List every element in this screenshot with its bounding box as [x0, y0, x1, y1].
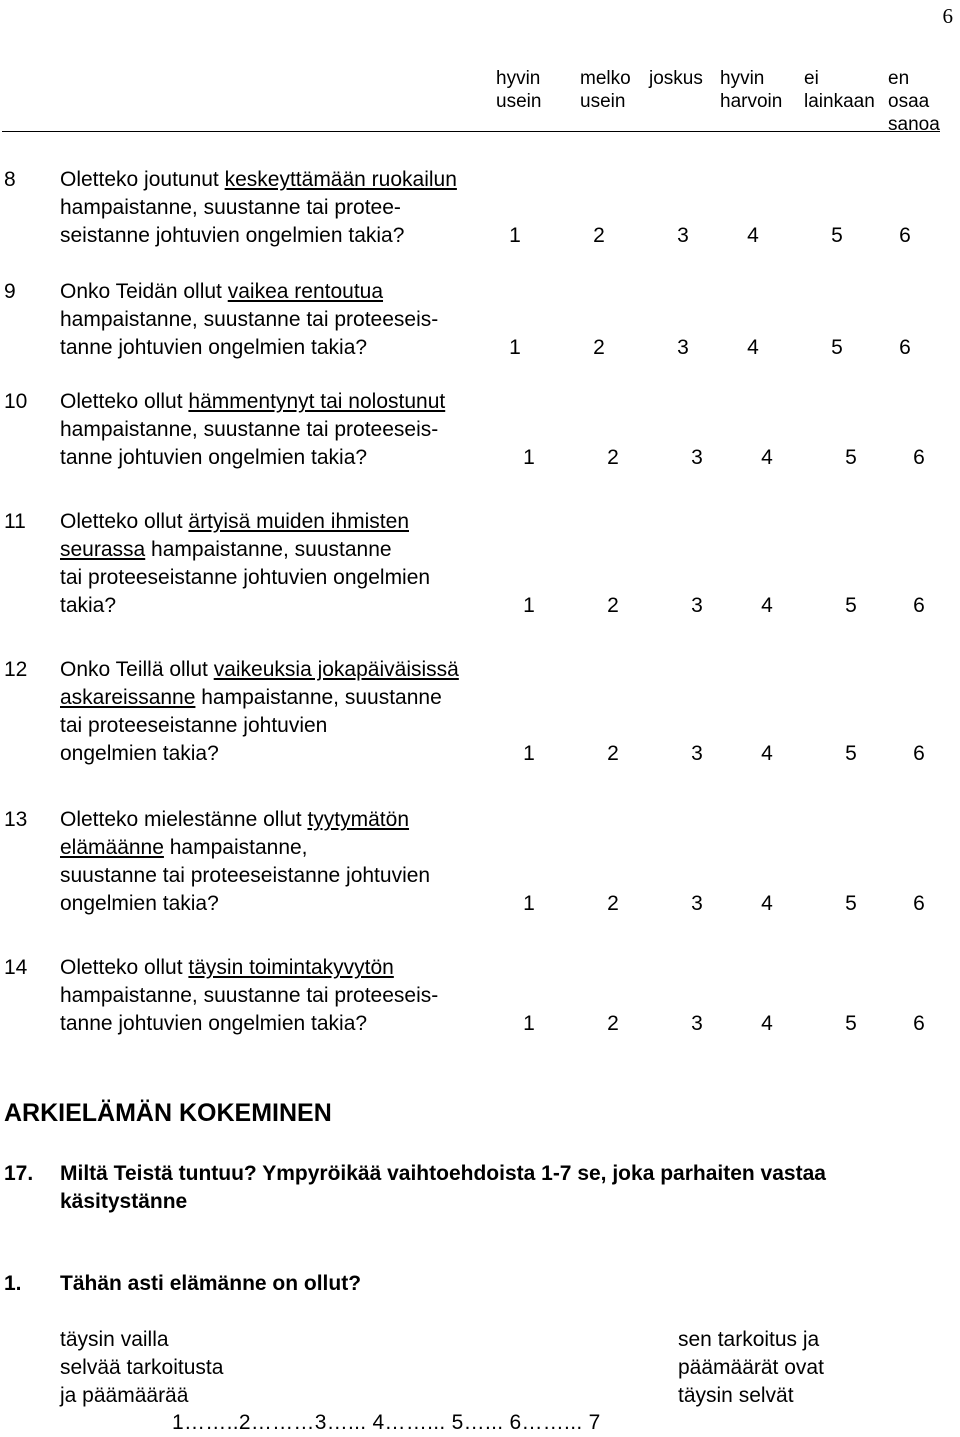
emphasized-phrase: tyytymätön	[307, 808, 410, 831]
header-column-6-line1: en	[888, 68, 910, 89]
question-13-option-3[interactable]: 3	[691, 892, 703, 915]
question-9-option-6[interactable]: 6	[899, 336, 911, 359]
question-text-line	[60, 334, 438, 362]
question-text-line	[60, 982, 438, 1010]
question-14-option-5[interactable]: 5	[845, 1012, 857, 1035]
item-1-text: Tähän asti elämänne on ollut?	[60, 1272, 362, 1295]
question-8-option-4[interactable]: 4	[747, 224, 759, 247]
header-column-6	[888, 67, 940, 136]
question-text-line	[60, 834, 430, 862]
emphasized-phrase: elämäänne	[60, 836, 164, 859]
question-13-option-6[interactable]: 6	[913, 892, 925, 915]
text-segment: tai proteeseistanne johtuvien	[60, 714, 328, 737]
question-text-line	[60, 656, 459, 684]
text-segment: hampaistanne, suustanne tai proteeseis-	[60, 308, 439, 331]
question-text-line	[60, 194, 457, 222]
question-14-option-1[interactable]: 1	[523, 1012, 535, 1035]
question-10-option-1[interactable]: 1	[523, 446, 535, 469]
text-segment: Oletteko mielestänne ollut	[60, 808, 308, 831]
text-segment: Onko Teidän ollut	[60, 280, 228, 303]
text-segment: Oletteko ollut	[60, 390, 189, 413]
question-13-option-4[interactable]: 4	[761, 892, 773, 915]
text-segment: hampaistanne,	[163, 836, 308, 859]
question-12-number: 12	[4, 658, 28, 681]
header-column-1	[496, 67, 541, 113]
text-segment: hampaistanne, suustanne	[145, 538, 392, 561]
header-column-2-line1: melko	[580, 68, 631, 89]
question-9-option-2[interactable]: 2	[593, 336, 605, 359]
question-text-line	[60, 222, 457, 250]
question-13-option-2[interactable]: 2	[607, 892, 619, 915]
question-13-option-5[interactable]: 5	[845, 892, 857, 915]
question-9-option-1[interactable]: 1	[509, 336, 521, 359]
question-14-text	[60, 954, 438, 1038]
header-column-2	[580, 67, 631, 113]
header-column-3-line1: joskus	[649, 68, 703, 89]
question-text-line	[60, 684, 459, 712]
question-text-line	[60, 712, 459, 740]
question-10-option-2[interactable]: 2	[607, 446, 619, 469]
question-8-option-6[interactable]: 6	[899, 224, 911, 247]
left-anchor-line-3: ja päämäärää	[60, 1384, 189, 1407]
emphasized-phrase: vaikea rentoutua	[227, 280, 384, 303]
question-12-option-6[interactable]: 6	[913, 742, 925, 765]
text-segment: ongelmien takia?	[60, 742, 219, 765]
emphasized-phrase: ärtyisä muiden ihmisten	[188, 510, 409, 533]
question-text-line	[60, 564, 430, 592]
header-column-1-line2: usein	[496, 91, 542, 112]
section-title: ARKIELÄMÄN KOKEMINEN	[4, 1099, 332, 1127]
question-12-text	[60, 656, 459, 768]
question-11-number: 11	[4, 510, 26, 533]
header-rule	[2, 131, 940, 132]
question-11-option-2[interactable]: 2	[607, 594, 619, 617]
question-14-number: 14	[4, 956, 28, 979]
question-14-option-6[interactable]: 6	[913, 1012, 925, 1035]
header-column-5	[804, 67, 875, 113]
text-segment: hampaistanne, suustanne tai proteeseis-	[60, 418, 439, 441]
question-12-option-3[interactable]: 3	[691, 742, 703, 765]
question-10-option-5[interactable]: 5	[845, 446, 857, 469]
question-17-text-line-1: Miltä Teistä tuntuu? Ympyröikää vaihtoehdoista 1-7 se, joka parhaiten vastaa	[60, 1162, 826, 1185]
header-column-5-line2: lainkaan	[804, 91, 875, 112]
emphasized-phrase: askareissanne	[60, 686, 196, 709]
question-14-option-2[interactable]: 2	[607, 1012, 619, 1035]
header-column-2-line2: usein	[580, 91, 626, 112]
text-segment: seistanne johtuvien ongelmien takia?	[60, 224, 405, 247]
question-10-option-4[interactable]: 4	[761, 446, 773, 469]
question-9-text	[60, 278, 438, 362]
header-column-4-line2: harvoin	[720, 91, 783, 112]
question-10-number: 10	[4, 390, 28, 413]
left-anchor-line-2: selvää tarkoitusta	[60, 1356, 224, 1379]
question-text-line	[60, 166, 457, 194]
question-9-option-5[interactable]: 5	[831, 336, 843, 359]
header-column-5-line1: ei	[804, 68, 819, 89]
text-segment: Oletteko joutunut	[60, 168, 225, 191]
question-13-number: 13	[4, 808, 28, 831]
text-segment: tanne johtuvien ongelmien takia?	[60, 336, 368, 359]
question-13-option-1[interactable]: 1	[523, 892, 535, 915]
question-11-option-3[interactable]: 3	[691, 594, 703, 617]
question-text-line	[60, 806, 430, 834]
text-segment: tanne johtuvien ongelmien takia?	[60, 1012, 368, 1035]
question-8-option-3[interactable]: 3	[677, 224, 689, 247]
header-column-4	[720, 67, 782, 113]
question-text-line	[60, 306, 438, 334]
right-anchor-line-2: päämäärät ovat	[678, 1356, 824, 1379]
page-number: 6	[942, 4, 953, 28]
emphasized-phrase: hämmentynyt tai nolostunut	[188, 390, 446, 413]
question-10-option-3[interactable]: 3	[691, 446, 703, 469]
question-17-number: 17.	[4, 1162, 34, 1185]
question-12-option-1[interactable]: 1	[523, 742, 535, 765]
rating-scale-1-to-7[interactable]: 1……..2………3…... 4……... 5…... 6……... 7	[172, 1411, 601, 1434]
header-column-4-line1: hyvin	[720, 68, 765, 89]
text-segment: tanne johtuvien ongelmien takia?	[60, 446, 368, 469]
text-segment: Oletteko ollut	[60, 956, 189, 979]
text-segment: ongelmien takia?	[60, 892, 219, 915]
question-11-option-6[interactable]: 6	[913, 594, 925, 617]
question-text-line	[60, 388, 445, 416]
question-text-line	[60, 592, 430, 620]
question-11-option-1[interactable]: 1	[523, 594, 535, 617]
text-segment: hampaistanne, suustanne tai proteeseis-	[60, 984, 439, 1007]
question-8-number: 8	[4, 168, 16, 191]
question-9-number: 9	[4, 280, 16, 303]
header-column-3	[649, 67, 703, 90]
text-segment: suustanne tai proteeseistanne johtuvien	[60, 864, 431, 887]
question-8-option-2[interactable]: 2	[593, 224, 605, 247]
question-12-option-4[interactable]: 4	[761, 742, 773, 765]
question-8-option-5[interactable]: 5	[831, 224, 843, 247]
question-text-line	[60, 536, 430, 564]
question-11-option-4[interactable]: 4	[761, 594, 773, 617]
left-anchor-line-1: täysin vailla	[60, 1328, 169, 1351]
question-13-text	[60, 806, 430, 918]
question-text-line	[60, 508, 430, 536]
text-segment: Onko Teillä ollut	[60, 658, 214, 681]
question-10-text	[60, 388, 445, 472]
question-text-line	[60, 954, 438, 982]
question-9-option-3[interactable]: 3	[677, 336, 689, 359]
text-segment: tai proteeseistanne johtuvien ongelmien	[60, 566, 431, 589]
question-8-text	[60, 166, 457, 250]
question-text-line	[60, 890, 430, 918]
text-segment: Oletteko ollut	[60, 510, 189, 533]
question-text-line	[60, 862, 430, 890]
question-17-text-line-2: käsitystänne	[60, 1190, 188, 1213]
question-9-option-4[interactable]: 4	[747, 336, 759, 359]
right-anchor-line-3: täysin selvät	[678, 1384, 794, 1407]
header-column-6-line3: sanoa	[888, 114, 940, 135]
question-text-line	[60, 416, 445, 444]
question-text-line	[60, 1010, 438, 1038]
text-segment: hampaistanne, suustanne tai protee-	[60, 196, 401, 219]
question-11-text	[60, 508, 430, 620]
text-segment: hampaistanne, suustanne	[195, 686, 442, 709]
item-1-number: 1.	[4, 1272, 22, 1295]
question-11-option-5[interactable]: 5	[845, 594, 857, 617]
header-column-1-line1: hyvin	[496, 68, 541, 89]
emphasized-phrase: keskeyttämään ruokailun	[224, 168, 457, 191]
header-column-6-line2: osaa	[888, 91, 930, 112]
emphasized-phrase: seurassa	[60, 538, 146, 561]
right-anchor-line-1: sen tarkoitus ja	[678, 1328, 820, 1351]
question-10-option-6[interactable]: 6	[913, 446, 925, 469]
question-text-line	[60, 444, 445, 472]
question-text-line	[60, 740, 459, 768]
question-8-option-1[interactable]: 1	[509, 224, 521, 247]
emphasized-phrase: vaikeuksia jokapäiväisissä	[213, 658, 459, 681]
emphasized-phrase: täysin toimintakyvytön	[188, 956, 394, 979]
question-12-option-2[interactable]: 2	[607, 742, 619, 765]
question-14-option-3[interactable]: 3	[691, 1012, 703, 1035]
question-12-option-5[interactable]: 5	[845, 742, 857, 765]
text-segment: takia?	[60, 594, 117, 617]
question-text-line	[60, 278, 438, 306]
question-14-option-4[interactable]: 4	[761, 1012, 773, 1035]
